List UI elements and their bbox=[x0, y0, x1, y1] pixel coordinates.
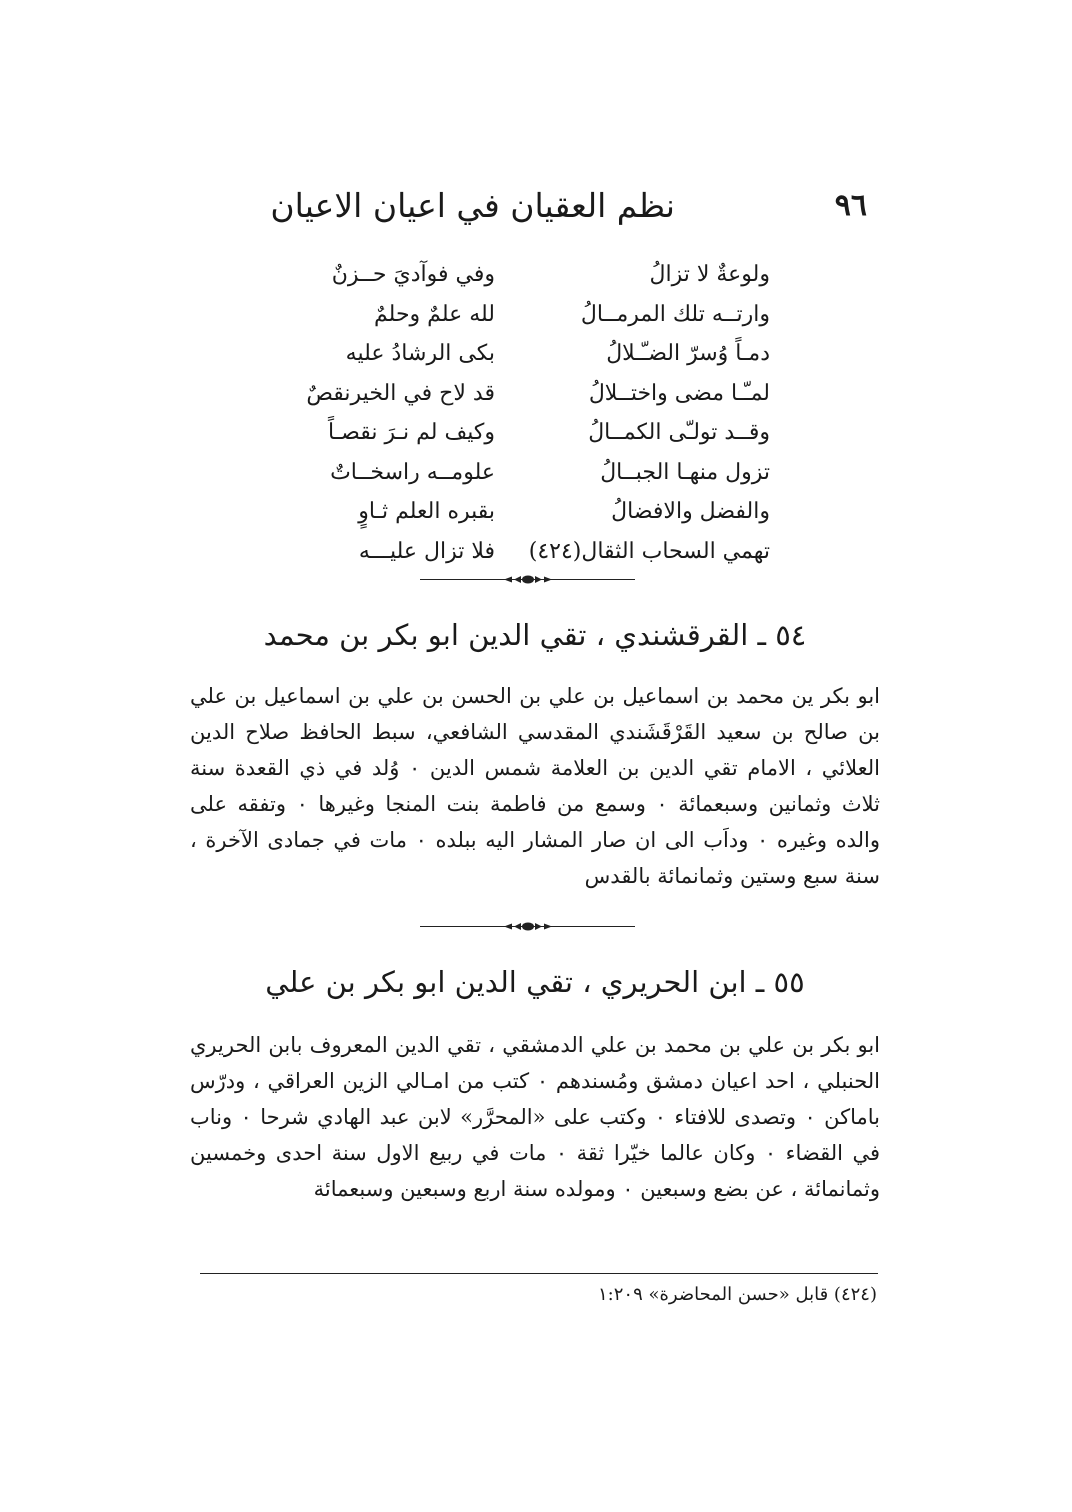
ornament-icon bbox=[504, 575, 552, 584]
footnote-rule bbox=[200, 1273, 878, 1274]
entry-body: ابو بكر ين محمد بن اسماعيل بن علي بن الحسن بن علي بن اسماعيل بن علي بن صالح بن سعيد القَرْقَشَندي المقدسي الشافعي، سبط الحافظ صلاح الدين العلائي ، الامام تقي الدين بن العلامة شمس الدين ٠ وُلد في ذي القعدة سنة ثلاث وثمانين وسبعمائة ٠ وسمع من فاطمة بنت المنجا وغيرها ٠ وتفقه على والده وغيره ٠ وداَب الى ان صار المشار اليه ببلده ٠ مات في جمادى الآخرة ، سنة سبع وستين وثمانمائة بالقدس bbox=[190, 684, 880, 888]
verse-line bbox=[250, 453, 770, 493]
page-header bbox=[190, 186, 875, 236]
ornamental-divider bbox=[420, 922, 635, 932]
verse-second-hemistich: والفضل والافضالُ bbox=[611, 499, 770, 525]
verse-second-hemistich: تهمي السحاب الثقال(٤٢٤) bbox=[528, 538, 770, 564]
verse-first-hemistich: بقبره العلم ثـاوٍ bbox=[358, 499, 495, 525]
ornamental-divider bbox=[420, 575, 635, 585]
verse-first-hemistich: بكى الرشادُ عليه bbox=[345, 341, 495, 367]
verse-line bbox=[250, 492, 770, 532]
verse-first-hemistich: فلا تزال عليـــه bbox=[358, 538, 495, 564]
verse-second-hemistich: دمـاً وُسرّ الضـّـلالُ bbox=[606, 341, 770, 367]
running-title: نظم العقيان في اعيان الاعيان bbox=[270, 186, 675, 225]
verse-second-hemistich: تزول منهـا الجبــالُ bbox=[600, 459, 770, 485]
ornament-icon bbox=[504, 922, 552, 931]
verse-line bbox=[250, 532, 770, 572]
entry-heading: ٥٥ ـ ابن الحريري ، تقي الدين ابو بكر بن علي bbox=[265, 965, 805, 999]
entry-body: ابو بكر بن علي بن محمد بن علي الدمشقي ، تقي الدين المعروف بابن الحريري الحنبلي ، احد اعيان دمشق ومُسندهم ٠ كتب من امـالي الزين العراقي ، ودرّس باماكن ٠ وتصدى للافتاء ٠ وكتب على «المحرَّر» لابن عبد الهادي شرحا ٠ وناب في القضاء ٠ وكان عالما خيّرا ثقة ٠ مات في ربيع الاول سنة احدى وخمسين وثمانمائة ، عن بضع وسبعين ٠ ومولده سنة اربع وسبعين وسبعمائة bbox=[190, 1033, 881, 1201]
entry-heading: ٥٤ ـ القرقشندي ، تقي الدين ابو بكر بن محمد bbox=[263, 618, 807, 652]
elegy-poem bbox=[250, 255, 770, 571]
verse-first-hemistich: وفي فوآديَ حــزنٌ bbox=[331, 262, 495, 288]
verse-first-hemistich: لله علمٌ وحلمٌ bbox=[374, 301, 495, 327]
verse-first-hemistich: علومــه راسخــاتٌ bbox=[330, 459, 495, 485]
verse-line bbox=[250, 374, 770, 414]
verse-line bbox=[250, 295, 770, 335]
verse-second-hemistich: وقــد تولـّى الكمــالُ bbox=[588, 420, 770, 446]
footnote: (٤٢٤) قابل «حسن المحاضرة» ١:٢٠٩ bbox=[598, 1284, 877, 1305]
verse-second-hemistich: وارتــه تلك المرمــالُ bbox=[580, 301, 770, 327]
verse-first-hemistich: قد لاح في الخيرنقصٌ bbox=[306, 380, 495, 406]
verse-line bbox=[250, 413, 770, 453]
verse-first-hemistich: وكيف لم نـرَ نقصـاً bbox=[327, 420, 495, 446]
verse-line bbox=[250, 255, 770, 295]
verse-second-hemistich: ولوعةٌ لا تزالُ bbox=[649, 262, 770, 288]
verse-line bbox=[250, 334, 770, 374]
verse-second-hemistich: لمـّـا مضى واختــلالُ bbox=[588, 380, 770, 406]
page-number: ٩٦ bbox=[834, 188, 867, 223]
